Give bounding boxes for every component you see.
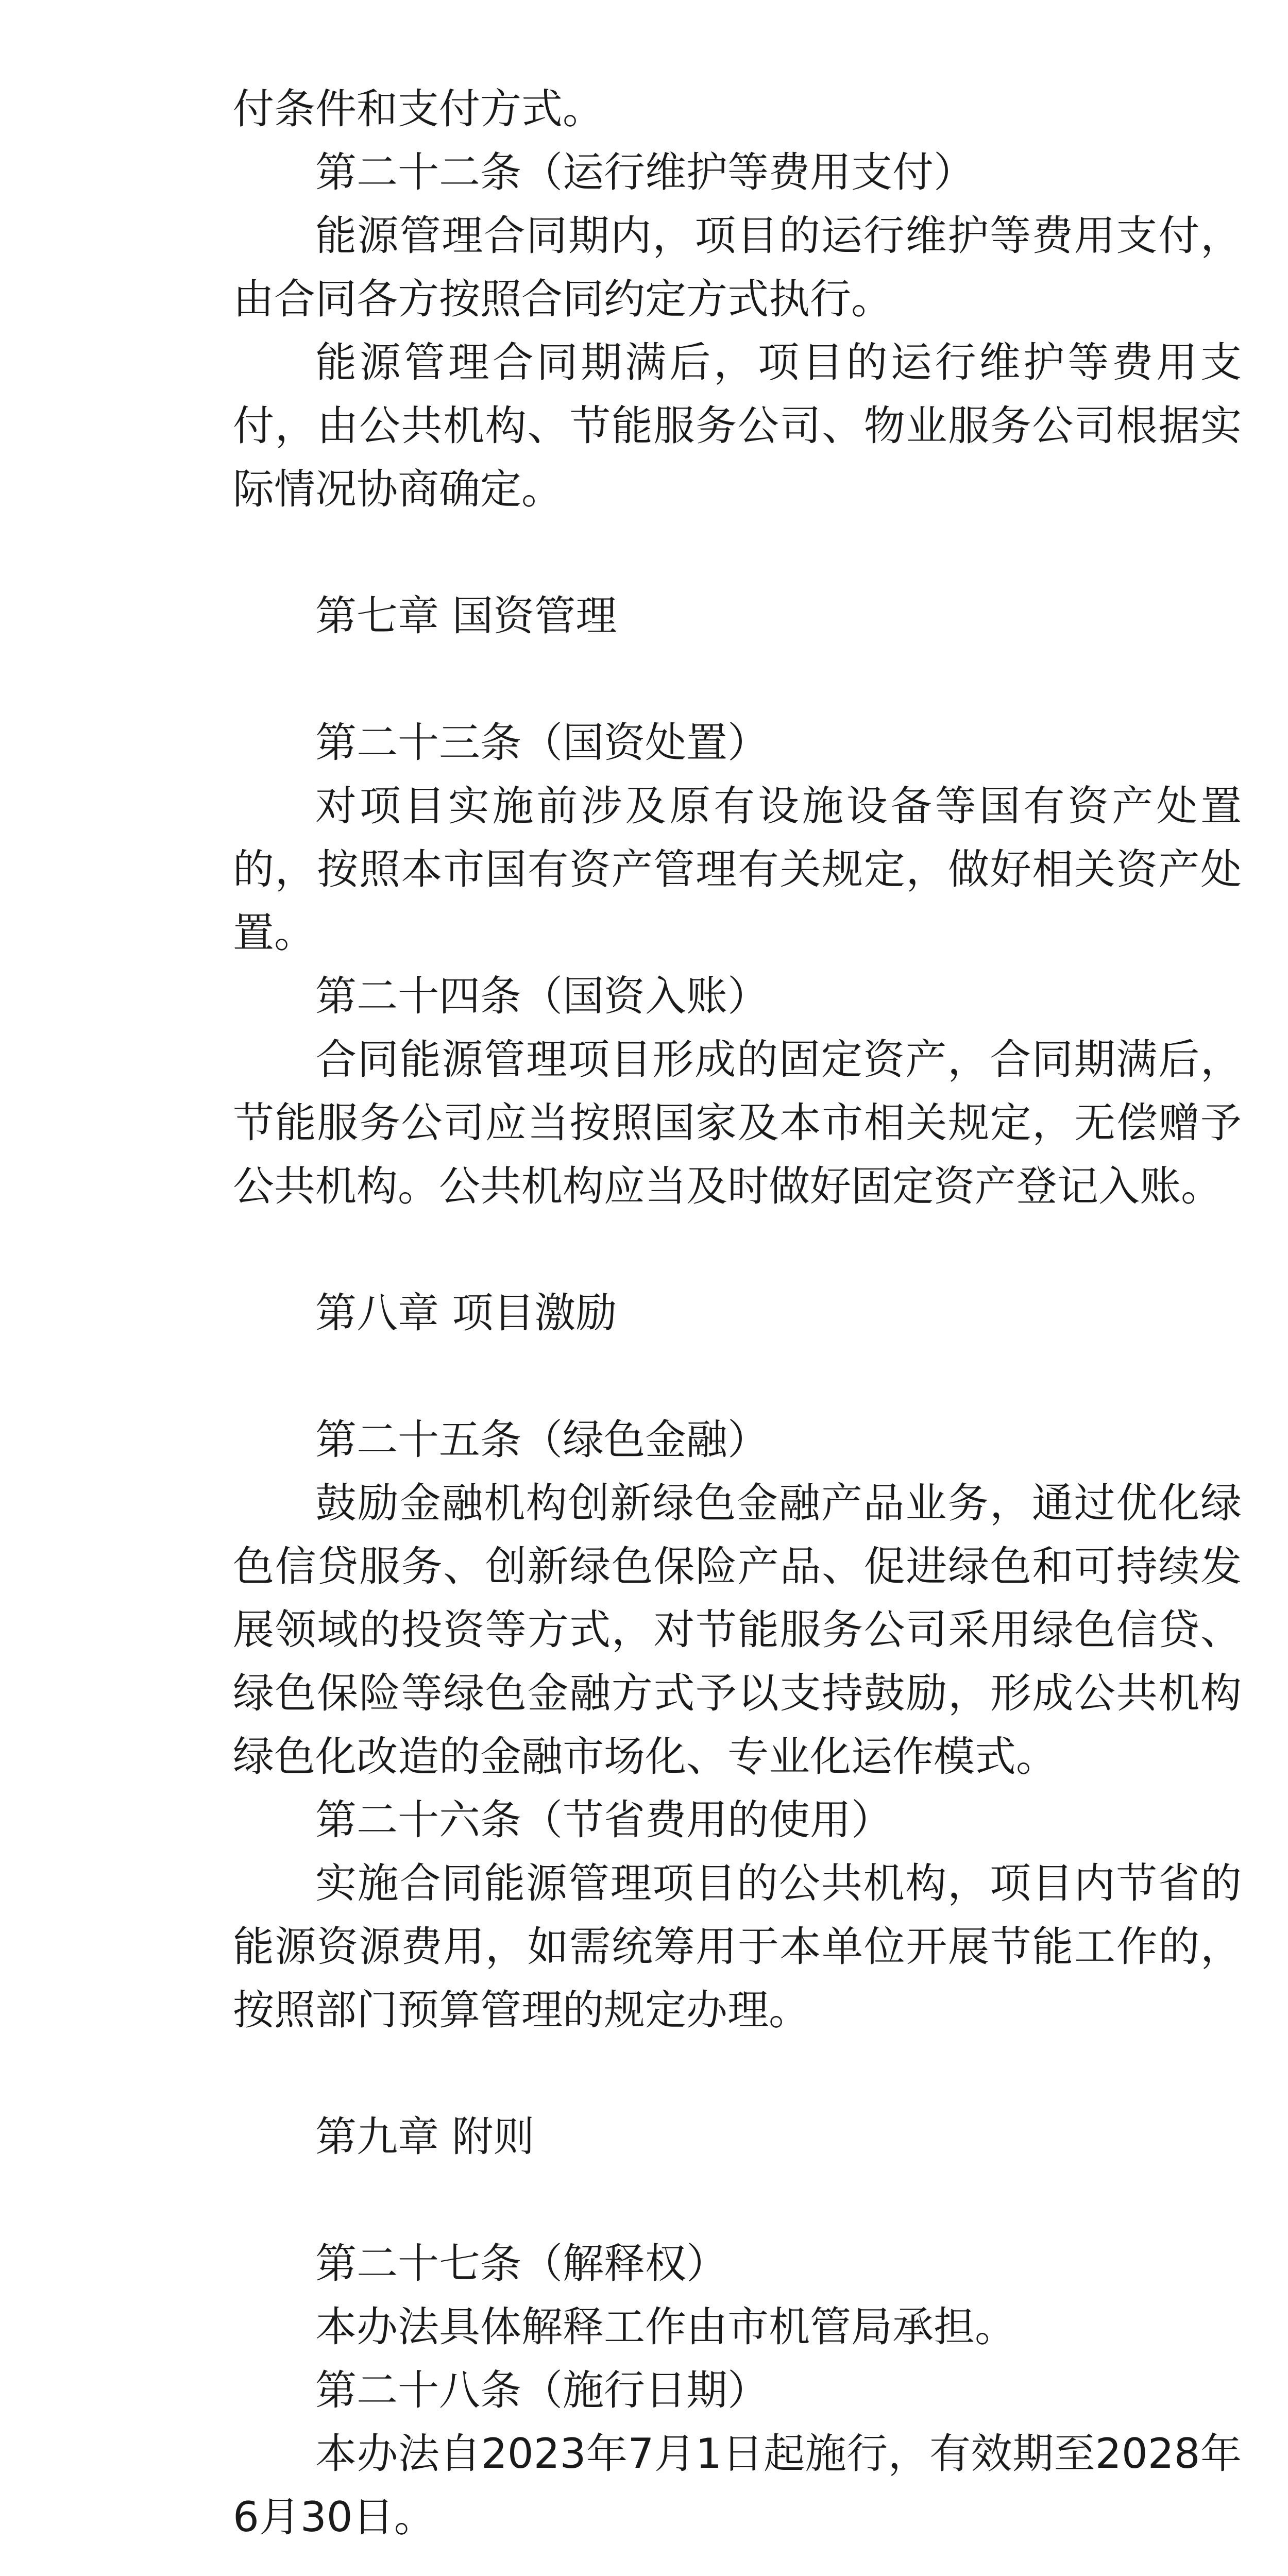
article-26-title: 第二十六条（节省费用的使用）: [315, 1796, 892, 1844]
chapter-7-title: 第七章 国资管理: [315, 592, 617, 640]
article-27-title: 第二十七条（解释权）: [315, 2240, 727, 2287]
chapter-9-title: 第九章 附则: [315, 2113, 535, 2161]
article-22-paragraph-1: 能源管理合同期内，项目的运行维护等费用支付，由合同各方按照合同约定方式执行。: [233, 212, 1242, 323]
article-26-paragraph: 实施合同能源管理项目的公共机构，项目内节省的能源资源费用，如需统筹用于本单位开展节能工作的，按照部门预算管理的规定办理。: [233, 1859, 1242, 2034]
chapter-8-title: 第八章 项目激励: [315, 1289, 617, 1337]
article-23-title: 第二十三条（国资处置）: [315, 719, 769, 767]
article-25-title: 第二十五条（绿色金融）: [315, 1416, 769, 1464]
article-28-paragraph: 本办法自2023年7月1日起施行，有效期至2028年6月30日。: [233, 2430, 1242, 2541]
article-25-paragraph: 鼓励金融机构创新绿色金融产品业务，通过优化绿色信贷服务、创新绿色保险产品、促进绿色和可持续发展领域的投资等方式，对节能服务公司采用绿色信贷、绿色保险等绿色金融方式予以支持鼓励，形成公共机构绿色化改造的金融市场化、专业化运作模式。: [233, 1479, 1242, 1781]
article-24-title: 第二十四条（国资入账）: [315, 972, 769, 1020]
article-23-paragraph: 对项目实施前涉及原有设施设备等国有资产处置的，按照本市国有资产管理有关规定，做好相关资产处置。: [233, 782, 1242, 957]
article-22-paragraph-2: 能源管理合同期满后，项目的运行维护等费用支付，由公共机构、节能服务公司、物业服务公司根据实际情况协商确定。: [233, 338, 1242, 513]
document-body: [233, 77, 1242, 2549]
continuation-paragraph: 付条件和支付方式。: [233, 85, 604, 133]
article-22-title: 第二十二条（运行维护等费用支付）: [315, 148, 975, 196]
article-27-paragraph: 本办法具体解释工作由市机管局承担。: [315, 2303, 1016, 2351]
article-24-paragraph: 合同能源管理项目形成的固定资产，合同期满后，节能服务公司应当按照国家及本市相关规定，无偿赠予公共机构。公共机构应当及时做好固定资产登记入账。: [233, 1036, 1242, 1210]
article-28-title: 第二十八条（施行日期）: [315, 2366, 769, 2414]
